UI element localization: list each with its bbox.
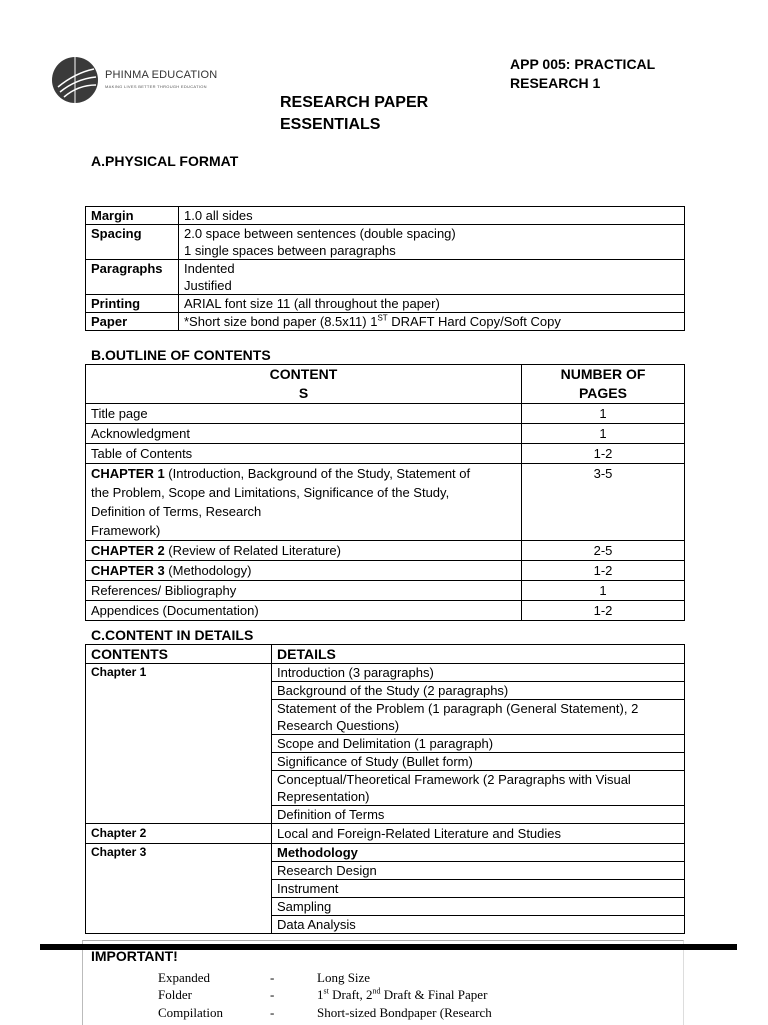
outline-item: Title page [86, 404, 522, 424]
important-dash: - [270, 1005, 275, 1020]
detail-item: Conceptual/Theoretical Framework (2 Paragraphs with Visual Representation) [272, 771, 685, 806]
detail-item: Methodology [272, 844, 685, 862]
course-line-1: APP 005: PRACTICAL [510, 56, 656, 72]
table-row [86, 404, 685, 424]
important-label: Folder [158, 987, 192, 1002]
title-line-2: ESSENTIALS [280, 116, 381, 133]
table-row [86, 444, 685, 464]
table-row [86, 601, 685, 621]
table-row [86, 313, 685, 331]
format-key: Paragraphs [86, 260, 179, 295]
title-line-1: RESEARCH PAPER [280, 94, 429, 111]
table-row [86, 561, 685, 581]
table-row [86, 464, 685, 541]
phinma-globe-icon [50, 55, 100, 105]
outline-item: Acknowledgment [86, 424, 522, 444]
details-table [85, 644, 685, 934]
format-value: 1.0 all sides [179, 207, 685, 225]
format-value: ARIAL font size 11 (all throughout the paper) [179, 295, 685, 313]
outline-pages: 1-2 [522, 444, 685, 464]
detail-item: Research Design [272, 862, 685, 880]
format-value: *Short size bond paper (8.5x11) 1ST DRAFT Hard Copy/Soft Copy [179, 313, 685, 331]
outline-item: CHAPTER 2 (Review of Related Literature) [86, 541, 522, 561]
outline-pages: 3-5 [522, 464, 685, 541]
important-label: Compilation [158, 1005, 223, 1020]
section-heading-physical-format: A.PHYSICAL FORMAT [91, 153, 239, 169]
outline-item: CHAPTER 3 (Methodology) [86, 561, 522, 581]
format-value: Indented Justified [179, 260, 685, 295]
detail-item: Scope and Delimitation (1 paragraph) [272, 735, 685, 753]
outline-item: Appendices (Documentation) [86, 601, 522, 621]
table-row [86, 260, 685, 295]
outline-pages: 1-2 [522, 561, 685, 581]
format-key: Margin [86, 207, 179, 225]
important-label: Expanded [158, 970, 210, 985]
table-row [86, 295, 685, 313]
chapter-label: Chapter 2 [86, 824, 272, 844]
outline-pages: 1 [522, 424, 685, 444]
format-key: Paper [86, 313, 179, 331]
table-row [86, 824, 685, 844]
table-row [86, 424, 685, 444]
table-header-row [86, 365, 685, 404]
outline-pages: 2-5 [522, 541, 685, 561]
format-key: Spacing [86, 225, 179, 260]
section-heading-outline: B.OUTLINE OF CONTENTS [91, 347, 271, 363]
course-line-2: RESEARCH 1 [510, 75, 601, 91]
outline-pages: 1-2 [522, 601, 685, 621]
important-value: Long Size [317, 970, 371, 985]
detail-item: Significance of Study (Bullet form) [272, 753, 685, 771]
course-code [510, 55, 730, 93]
detail-item: Instrument [272, 880, 685, 898]
table-row [86, 664, 685, 682]
outline-pages: 1 [522, 581, 685, 601]
table-row [86, 581, 685, 601]
page-title [280, 92, 500, 136]
detail-item: Sampling [272, 898, 685, 916]
phinma-logo [50, 55, 220, 105]
important-value: Short-sized Bondpaper (Research [317, 1005, 492, 1020]
format-key: Printing [86, 295, 179, 313]
outline-item: CHAPTER 1 (Introduction, Background of the Study, Statement of the Problem, Scope and Limitations, Significance of the Study, Definition of Terms, Research Framework) [86, 464, 522, 541]
column-header-details: DETAILS [272, 645, 685, 664]
important-value: 1st Draft, 2nd Draft & Final Paper [317, 986, 488, 1002]
column-header-contents: CONTENTS [86, 645, 272, 664]
table-header-row [86, 645, 685, 664]
chapter-label: Chapter 1 [86, 664, 272, 824]
logo-tagline: MAKING LIVES BETTER THROUGH EDUCATION [105, 84, 207, 89]
detail-item: Background of the Study (2 paragraphs) [272, 682, 685, 700]
outline-table [85, 364, 685, 621]
important-dash: - [270, 970, 275, 985]
table-row [86, 207, 685, 225]
outline-item: References/ Bibliography [86, 581, 522, 601]
chapter-label: Chapter 3 [86, 844, 272, 934]
outline-item: Table of Contents [86, 444, 522, 464]
detail-item: Introduction (3 paragraphs) [272, 664, 685, 682]
important-heading: IMPORTANT! [91, 948, 178, 964]
format-value: 2.0 space between sentences (double spacing) 1 single spaces between paragraphs [179, 225, 685, 260]
outline-pages: 1 [522, 404, 685, 424]
column-header-pages: NUMBER OF PAGES [522, 365, 685, 404]
detail-item: Local and Foreign-Related Literature and Studies [272, 824, 685, 844]
detail-item: Statement of the Problem (1 paragraph (General Statement), 2 Research Questions) [272, 700, 685, 735]
physical-format-table [85, 206, 685, 331]
section-heading-details: C.CONTENT IN DETAILS [91, 627, 254, 643]
table-row [86, 844, 685, 862]
important-dash: - [270, 987, 275, 1002]
detail-item: Definition of Terms [272, 806, 685, 824]
detail-item: Data Analysis [272, 916, 685, 934]
table-row [86, 225, 685, 260]
logo-name: PHINMA EDUCATION [105, 69, 218, 81]
table-row [86, 541, 685, 561]
column-header-contents: CONTENT S [86, 365, 522, 404]
